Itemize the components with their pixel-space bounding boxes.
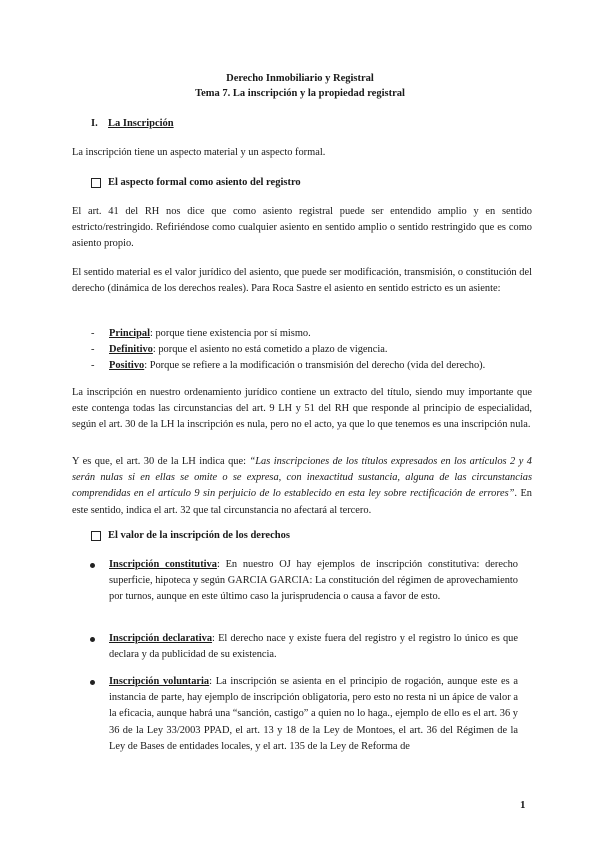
subsection-title: El aspecto formal como asiento del registro: [108, 177, 301, 188]
section-title: La Inscripción: [108, 118, 174, 129]
section-heading: [91, 118, 174, 129]
subsection-heading-value: [91, 530, 290, 541]
list-term: Definitivo: [109, 344, 153, 355]
bullet-term: Inscripción declarativa: [109, 633, 213, 644]
quote-tail: . En este sentido, indica el art. 32 que tal circunstancia no afectará al tercero.: [72, 488, 532, 516]
bullet-item: [91, 557, 518, 606]
bullet-text: : En nuestro OJ hay ejemplos de inscripción constitutiva: derecho superficie, hipoteca y según GARCIA GARCIA: La constitución del régimen de aprovechamiento por turnos, aunque en este último caso la jurisprudencia o causa a favor de esto.: [109, 559, 518, 603]
document-subtitle: Tema 7. La inscripción y la propiedad registral: [195, 88, 405, 99]
intro-paragraph: La inscripción tiene un aspecto material y un aspecto formal.: [72, 147, 326, 158]
section-number: I.: [91, 118, 98, 129]
checkbox-icon: [91, 178, 101, 188]
bullet-term: Inscripción constitutiva: [109, 559, 217, 570]
paragraph: La inscripción en nuestro ordenamiento jurídico contiene un extracto del título, siendo muy importante que este contenga todas las circunstancias del art. 9 LH y 51 del RH que responde al principio de especialidad, según el art. 30 de la LH la inscripción es nula, pero no el acto, ya que lo que tenemos es una inscripción nula.: [72, 387, 532, 431]
paragraph-quote: [72, 454, 532, 519]
bullet-term: Inscripción voluntaria: [109, 676, 210, 687]
page-number: 1: [520, 799, 526, 811]
list-text: : Porque se refiere a la modificación o transmisión del derecho (vida del derecho).: [144, 360, 486, 371]
paragraph: El art. 41 del RH nos dice que como asiento registral puede ser entendido amplio y en sentido estricto/restringido. Refiriéndose como cualquier asiento en sentido amplio o sentido restringido que es como asiento propio.: [72, 206, 532, 250]
bullet-text: : El derecho nace y existe fuera del registro y el registro lo único es que declara y da publicidad de su existencia.: [109, 633, 518, 661]
bullet-icon: [90, 563, 95, 568]
dash-marker: -: [91, 344, 95, 355]
quote-lead: Y es que, el art. 30 de la LH indica que:: [72, 456, 250, 467]
dash-marker: -: [91, 360, 95, 371]
bullet-item: [91, 674, 518, 755]
bullet-icon: [90, 680, 95, 685]
subsection-title: El valor de la inscripción de los derechos: [108, 530, 290, 541]
paragraph: El sentido material es el valor jurídico del asiento, que puede ser modificación, transmisión, o constitución del derecho (dinámica de los derechos reales). Para Roca Sastre el asiento en sentido estricto es un asiente:: [72, 267, 532, 295]
subsection-heading-formal: [91, 177, 301, 188]
bullet-item: [91, 631, 518, 663]
legal-quote: “Las inscripciones de los títulos expresados en los artículos 2 y 4 serán nulas si en ellas se omite o se expresa, con inexactitud sustancia, alguna de las circunstancias comprendidas en el artículo 9 sin perjuicio de lo establecido en esta ley sobre rectificación de errores”: [72, 456, 533, 500]
dash-marker: -: [91, 328, 95, 339]
checkbox-icon: [91, 531, 101, 541]
bullet-icon: [90, 637, 95, 642]
document-title: Derecho Inmobiliario y Registral: [226, 73, 374, 84]
list-term: Principal: [109, 328, 150, 339]
list-text: : porque el asiento no está cometido a plazo de vigencia.: [152, 344, 388, 355]
list-term: Positivo: [109, 360, 145, 371]
bullet-text: : La inscripción se asienta en el principio de rogación, aunque este es a instancia de parte, hay ejemplo de inscripción obligatoria, pero esto no resta ni un ápice de valor a la eficacia, aunque habrá una “sanción, castigo” a quien no lo haga., ejemplo de ello es el art. 36 y 36 de la Ley 33/2003 PPAD, el art. 13 y 18 de la Ley de Montoes, el art. 36 del Régimen de la Ley de Bases de entidades locales, y el art. 135 de la Ley de Reforma de: [109, 676, 518, 752]
list-text: : porque tiene existencia por sí mismo.: [149, 328, 311, 339]
